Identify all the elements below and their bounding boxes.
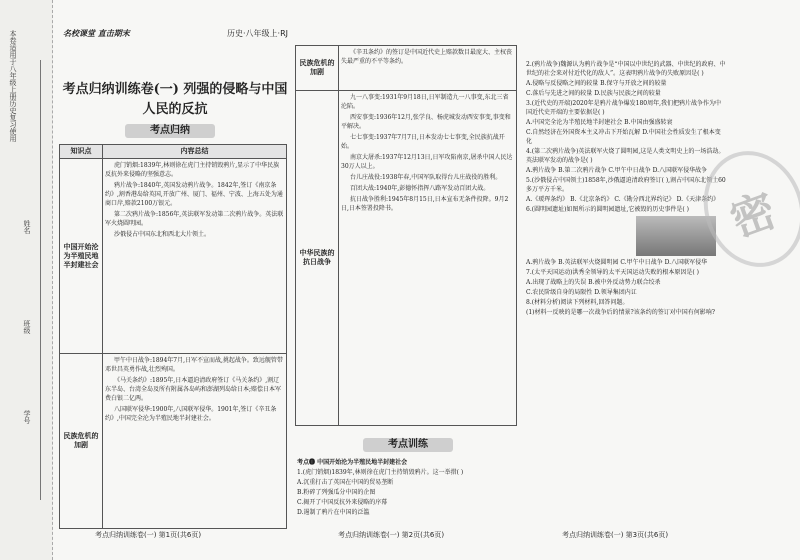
summary-table [59,144,287,529]
table-header-row [60,145,287,159]
class-label: 班级 [23,320,31,334]
section-practice: 考点训练 [363,438,453,452]
row-content [339,46,517,91]
option: A.鸦片战争 B.英法联军火烧圆明园 C.甲午中日战争 D.八国联军侵华 [526,259,708,266]
brand-logo: 名校课堂 直击期末 [63,29,130,38]
row-text: 沙俄侵占中国东北和西北大片领土。 [114,231,211,238]
row-text: 百团大战:1940年,彭德怀指挥八路军发动百团大战。 [350,185,490,192]
row-content [103,159,287,354]
option: A.出现了战略上的失误 B.被中外反动势力联合绞杀 [526,279,661,286]
row-content [103,354,287,529]
question-text: 3.(近代史的开端)2020年是鸦片战争爆发180周年,我们把鸦片战争作为中国近代史开端的主要依据是( ) [526,100,722,116]
option: A.鸦片战争 B.第二次鸦片战争 C.甲午中日战争 D.八国联军侵华战争 [526,167,708,174]
option: A.中国完全沦为半殖民地半封建社会 B.中国由强盛转衰 [526,119,673,126]
question-text: 5.(沙俄侵占中国领土)1858年,沙俄逼迫清政府签订( ),割占中国东北领土60多万平方千米。 [526,177,726,193]
row-text: 南京大屠杀:1937年12月13日,日军攻陷南京,屠杀中国人民达30万人以上。 [341,154,513,170]
row-point: 中华民族的抗日战争 [296,91,339,426]
row-text: 抗日战争胜利:1945年8月15日,日本宣布无条件投降。9月2日,日本签署投降书。 [341,196,509,212]
question-text: (1)材料一反映的是哪一次战争后的情景?该条约的签订对中国有何影响? [526,309,715,316]
option: C.农民阶级自身的局限性 D.领导集团内讧 [526,289,637,296]
binding-strip [0,0,53,560]
questions-block [526,60,726,318]
page-footer: 考点归纳训练卷(一) 第2页(共6页) [338,531,445,539]
question-text: 8.(材料分析)阅读下列材料,回答问题。 [526,299,629,306]
table-row [60,159,287,354]
row-text: 虎门销烟:1839年,林则徐在虎门主持销毁鸦片,显示了中华民族反抗外来侵略的坚强意志。 [105,162,280,178]
table-row [296,46,517,91]
row-text: 《辛丑条约》的签订是中国近代史上赔款数目最庞大、主权丧失最严重的不平等条约。 [341,49,513,65]
option: A.《瑷珲条约》 B.《北京条约》 C.《勘分西北界约记》 D.《天津条约》 [526,196,720,203]
row-text: 《马关条约》:1895年,日本逼迫清政府签订《马关条约》,割辽东半岛、台湾全岛及所有附属各岛屿和澎湖列岛给日本;赔偿日本军费白银二亿两。 [105,377,282,402]
id-label: 学号 [23,410,31,424]
question-text: 6.(圆明园遗址)如图所示的圆明园遗址,它被毁的历史事件是( ) [526,206,689,213]
option: D.遏制了鸦片在中国的泛滥 [297,509,370,516]
row-text: 七七事变:1937年7月7日,日本发动七七事变,全民族抗战开始。 [341,134,505,150]
ruins-photo [636,216,716,256]
subject-label: 历史·八年级上·RJ [226,29,288,38]
row-text: 鸦片战争:1840年,英国发动鸦片战争。1842年,签订《南京条约》,割香港岛给英国,开放广州、厦门、福州、宁波、上海五处为通商口岸,赔款2100万银元。 [105,182,283,207]
row-text: 台儿庄战役:1938年春,中国军队取得台儿庄战役的胜利。 [350,174,502,181]
row-point: 中国开始沦为半殖民地半封建社会 [60,159,103,354]
column-1 [55,0,290,560]
table-row [60,354,287,529]
question-text: 1.(虎门销烟)1839年,林则徐在虎门主持销毁鸦片。这一举措( ) [297,469,464,476]
row-text: 西安事变:1936年12月,张学良、杨虎城发动西安事变,事变和平解决。 [341,114,511,130]
practice-heading: 考点❶ 中国开始沦为半殖民地半封建社会 [297,459,408,466]
name-label: 姓名 [23,220,31,234]
option: A.侵略与反侵略之间的较量 B.保守与开放之间的较量 [526,80,667,87]
binding-line [40,60,41,500]
row-point: 民族危机的加剧 [296,46,339,91]
question-text: 7.(太平天国运动)洪秀全领导的太平天国运动失败的根本原因是( ) [526,269,699,276]
question-text: 2.(鸦片战争)魏源认为鸦片战争是“中国以中世纪的武器、中世纪的政府、中世纪的社会来对付近代化的敌人”。这表明鸦片战争的失败原因是( ) [526,61,726,77]
table-col-point: 知识点 [60,145,103,159]
summary-table-continued [295,45,517,426]
row-content [339,91,517,426]
option: C.落后与先进之间的较量 D.民族与民族之间的较量 [526,90,661,97]
option: B.粉碎了列强瓜分中国的企图 [297,489,376,496]
row-point: 民族危机的加剧 [60,354,103,529]
stamp-char: 密 [724,184,783,248]
binding-note: 本卷适用于八年级上册历史复习使用 [9,30,17,142]
option: C.自然经济在外国资本主义冲击下开始瓦解 D.中国社会性质发生了根本变化 [526,129,721,145]
question-text: 4.(第二次鸦片战争)英法联军火烧了圆明园,这是人类文明史上的一场浩劫。英法联军发动的战争是( ) [526,148,725,164]
page-footer: 考点归纳训练卷(一) 第3页(共6页) [562,531,669,539]
option: A.沉重打击了英国在中国的贸易垄断 [297,479,394,486]
section-summary: 考点归纳 [125,124,215,138]
row-text: 九一八事变:1931年9月18日,日军制造九一八事变,东北三省沦陷。 [341,94,509,110]
column-2 [293,0,518,560]
table-col-content: 内容总结 [103,145,287,159]
practice-block [297,458,515,518]
row-text: 八国联军侵华:1900年,八国联军侵华。1901年,签订《辛丑条约》,中国完全沦为半殖民地半封建社会。 [105,406,277,422]
column-3 [522,0,792,560]
row-text: 第二次鸦片战争:1856年,英法联军发动第二次鸦片战争。英法联军火烧圆明园。 [105,211,284,227]
table-row [296,91,517,426]
page-title: 考点归纳训练卷(一) 列强的侵略与中国人民的反抗 [62,82,288,117]
page-footer: 考点归纳训练卷(一) 第1页(共6页) [95,531,202,539]
option: C.揭开了中国反抗外来侵略的序幕 [297,499,388,506]
row-text: 甲午中日战争:1894年7月,日军不宣而战,挑起战争。致远舰管带邓世昌英勇作战,壮烈殉国。 [105,357,283,373]
page-header [63,28,288,42]
